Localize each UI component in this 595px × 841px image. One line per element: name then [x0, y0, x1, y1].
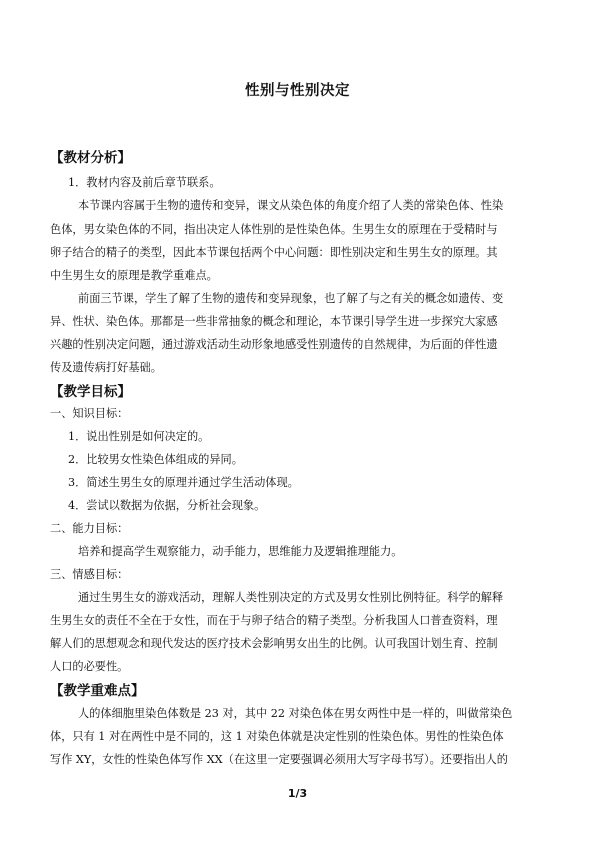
analysis-p1-line: 色体，男女染色体的不同，指出决定人体性别的是性染色体。生男生女的原理在于受精时与 [50, 223, 498, 236]
keypoints-line: 体，只有 1 对在两性中是不同的，这 1 对染色体就是决定性别的性染色体。男性的性染色体 [50, 730, 504, 743]
knowledge-goal-item: 3．简述生男生女的原理并通过学生活动体现。 [68, 476, 299, 489]
knowledge-goal-item: 1．说出性别是如何决定的。 [68, 430, 210, 443]
analysis-p2-line: 前面三节课，学生了解了生物的遗传和变异现象，也了解了与之有关的概念如遗传、变 [78, 292, 504, 305]
ability-goal-label: 二、能力目标： [50, 522, 129, 535]
analysis-p1-line: 中生男生女的原理是教学重难点。 [50, 269, 218, 282]
ability-goal-text: 培养和提高学生观察能力，动手能力，思维能力及逻辑推理能力。 [78, 545, 403, 558]
emotion-goal-line: 生男生女的责任不全在于女性，而在于与卵子结合的精子类型。分析我国人口普查资料，理 [50, 614, 498, 627]
document-title: 性别与性别决定 [245, 83, 350, 99]
analysis-p1-line: 本节课内容属于生物的遗传和变异，课文从染色体的角度介绍了人类的常染色体、性染 [78, 199, 504, 212]
section-heading-analysis: 【教材分析】 [50, 150, 131, 166]
analysis-p2-line: 兴趣的性别决定问题，通过游戏活动生动形象地感受性别遗传的自然规律，为后面的伴性遗 [50, 338, 498, 351]
analysis-p2-line: 传及遗传病打好基础。 [50, 361, 162, 374]
knowledge-goal-item: 2．比较男女性染色体组成的异同。 [68, 453, 243, 466]
keypoints-line: 写作 XY，女性的性染色体写作 XX（在这里一定要强调必须用大写字母书写）。还要指出人的 [50, 753, 508, 766]
section-heading-goals: 【教学目标】 [50, 384, 131, 400]
emotion-goal-label: 三、情感目标： [50, 568, 129, 581]
page-number: 1/3 [287, 787, 308, 800]
keypoints-line: 人的体细胞里染色体数是 23 对，其中 22 对染色体在男女两性中是一样的，叫做常染色 [78, 707, 513, 720]
section-heading-keypoints: 【教学重难点】 [50, 683, 145, 699]
analysis-p1-line: 卵子结合的精子的类型，因此本节课包括两个中心问题：即性别决定和生男生女的原理。其 [50, 246, 498, 259]
emotion-goal-line: 解人们的思想观念和现代发达的医疗技术会影响男女出生的比例。认可我国计划生育、控制 [50, 637, 498, 650]
emotion-goal-line: 人口的必要性。 [50, 660, 129, 673]
knowledge-goal-item: 4．尝试以数据为依据，分析社会现象。 [68, 499, 266, 512]
emotion-goal-line: 通过生男生女的游戏活动，理解人类性别决定的方式及男女性别比例特征。科学的解释 [78, 591, 504, 604]
analysis-item-1: 1．教材内容及前后章节联系。 [68, 176, 221, 189]
analysis-p2-line: 异、性状、染色体。那都是一些非常抽象的概念和理论，本节课引导学生进一步探究大家感 [50, 315, 498, 328]
knowledge-goal-label: 一、知识目标： [50, 407, 129, 420]
